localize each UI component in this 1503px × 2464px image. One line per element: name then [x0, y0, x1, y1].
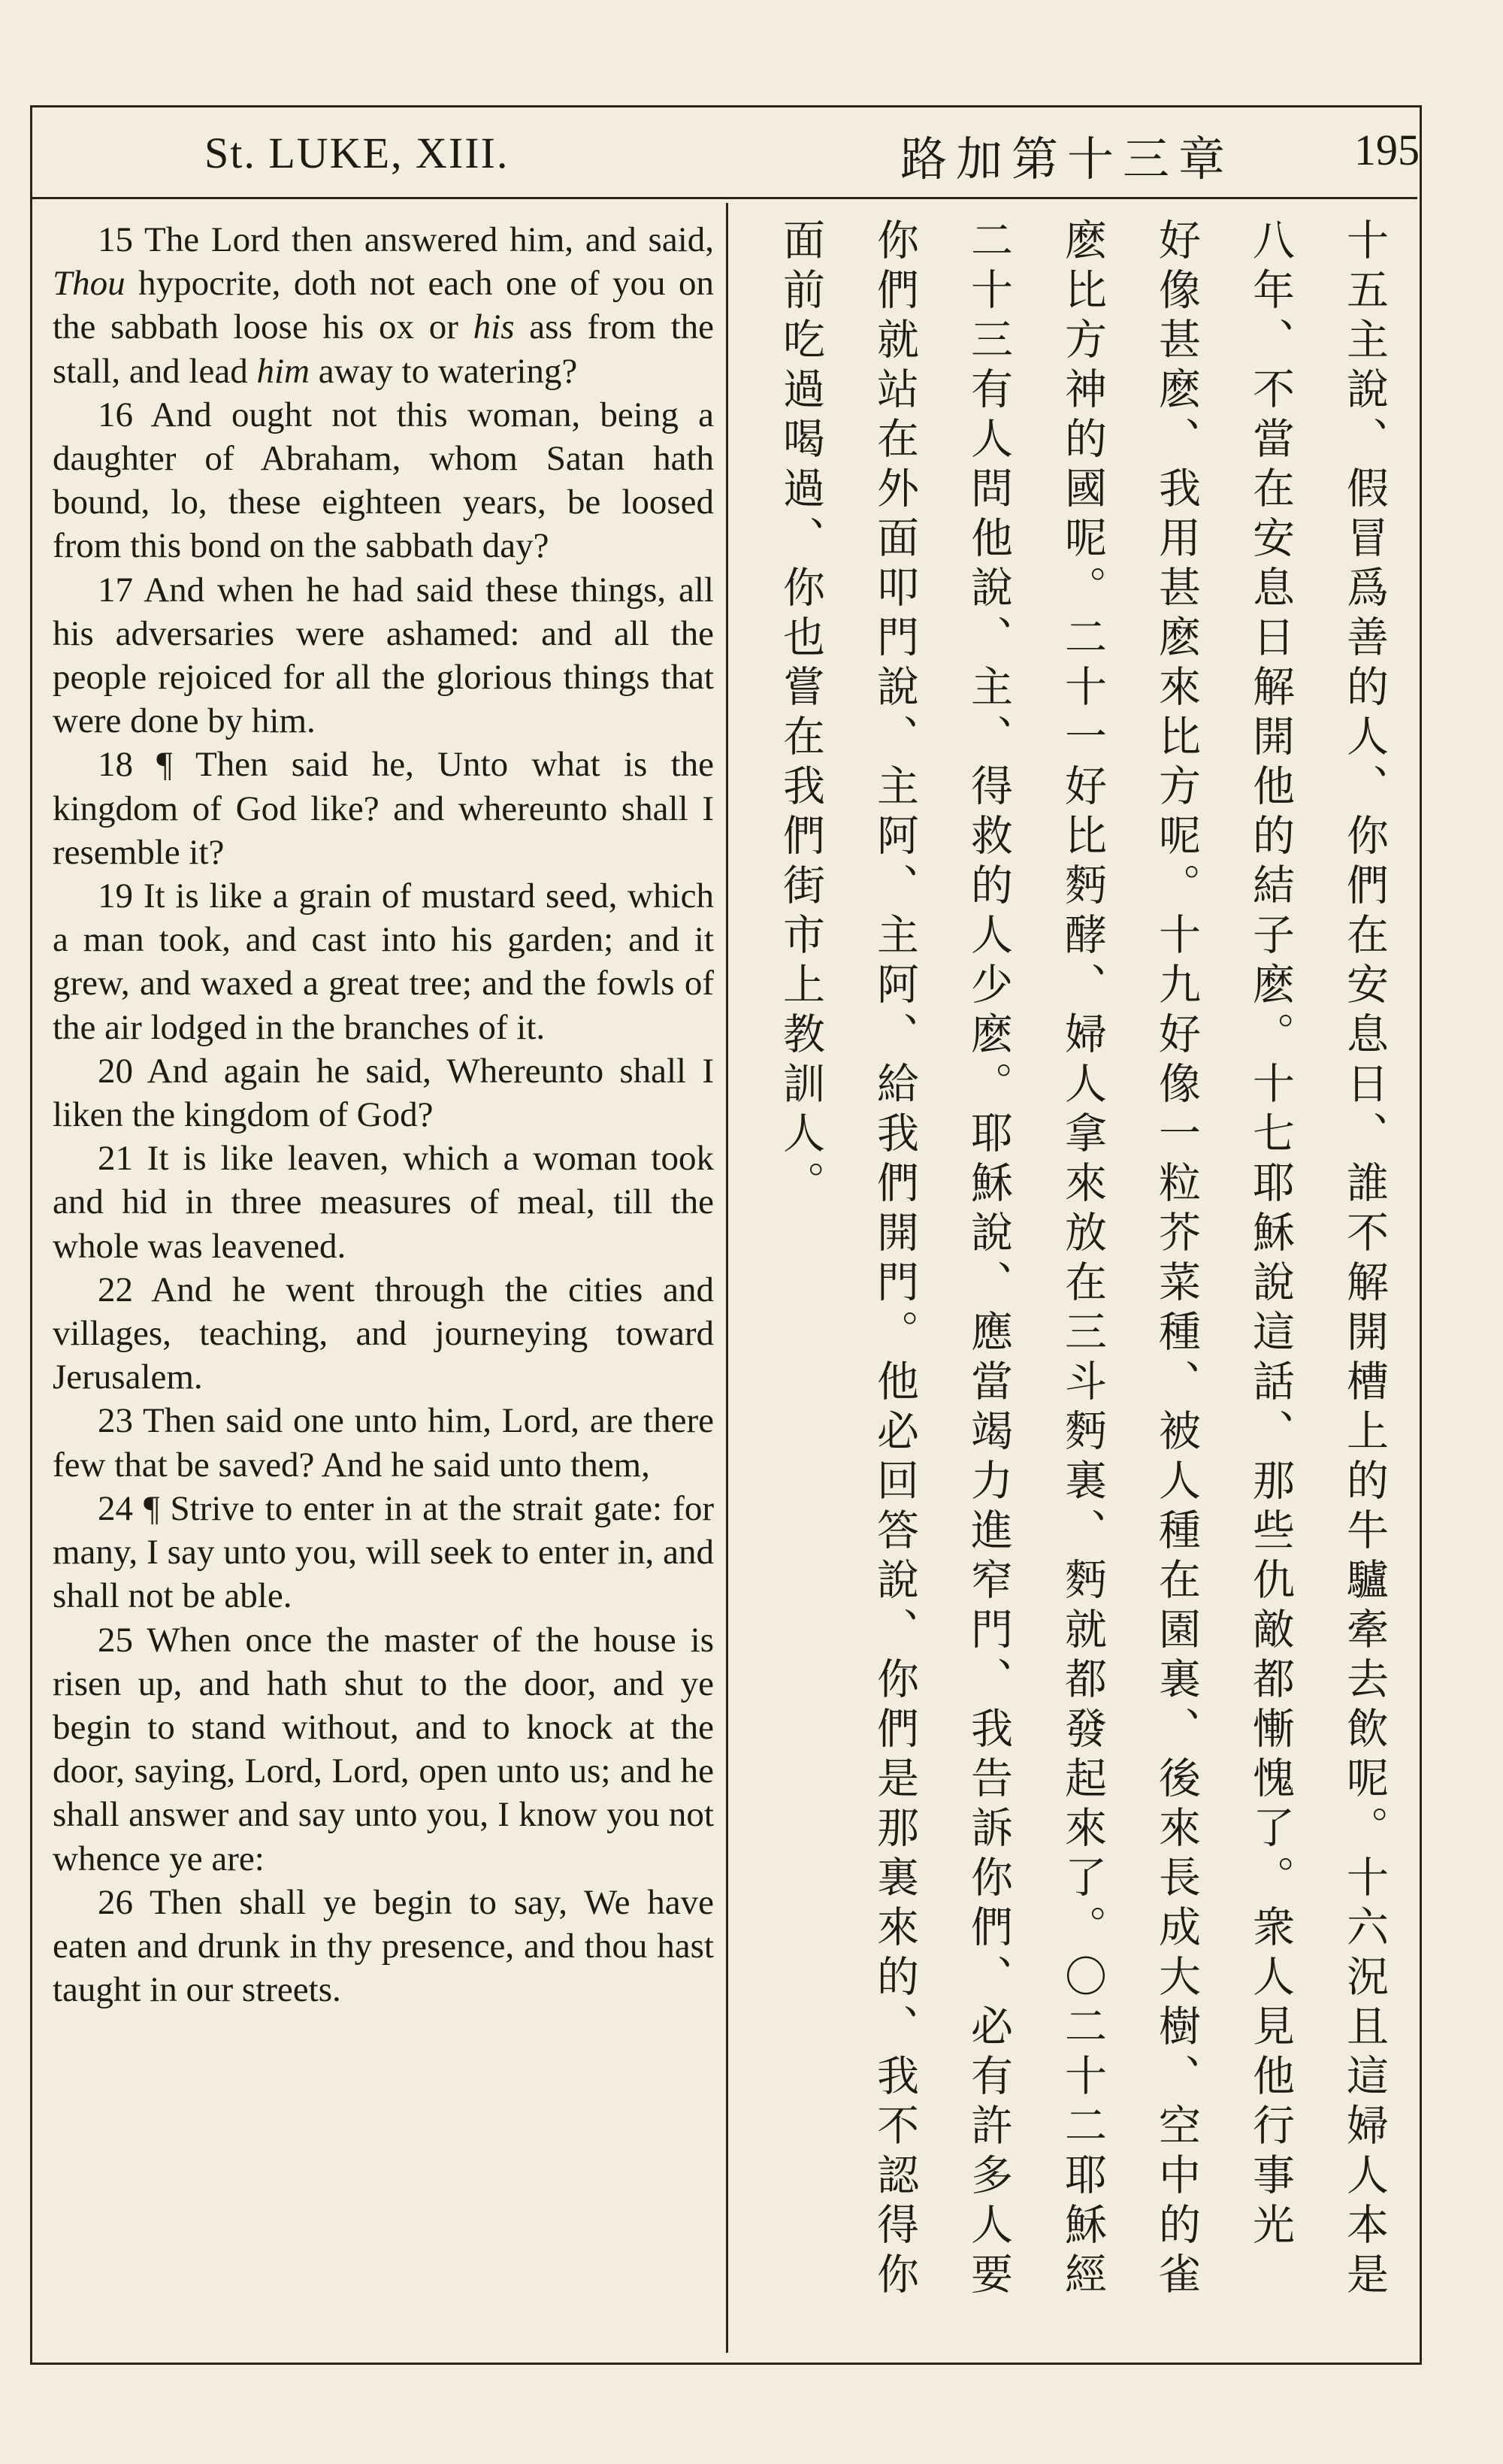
chinese-column-5: 二十三有人問他說、主、得救的人少麽。耶穌說、應當竭力進窄門、我告訴你們、必有許多人要	[964, 218, 1013, 2302]
verse-v18: 18 ¶ Then said he, Unto what is the kingdom of God like? and whereunto shall I resemble it?	[53, 745, 714, 872]
verse-v17: 17 And when he had said these things, all his adversaries were ashamed: and all the people rejoiced for all the glorious things that were done by him.	[53, 570, 714, 741]
chinese-book-title: 路加第十三章	[900, 132, 1235, 186]
verse-v25: 25 When once the master of the house is risen up, and hath shut to the door, and ye begin to stand without, and to knock at the door, saying, Lord, Lord, open unto us; and he shall answer and say unto you, I know you not whence ye are:	[53, 1620, 714, 1878]
verse-v21: 21 It is like leaven, which a woman took and hid in three measures of meal, till the whole was leavened.	[53, 1139, 714, 1266]
verse-v24: 24 ¶ Strive to enter in at the strait gate: for many, I say unto you, will seek to enter in, and shall not be able.	[53, 1488, 714, 1616]
verse-v16: 16 And ought not this woman, being a daughter of Abraham, whom Satan hath bound, lo, these eighteen years, be loosed from this bond on the sabbath day?	[53, 395, 714, 566]
verse-v23: 23 Then said one unto him, Lord, are there few that be saved? And he said unto them,	[53, 1401, 714, 1485]
chinese-column-1: 十五主說、假冒爲善的人、你們在安息日、誰不解開槽上的牛驢牽去飲呢。十六況且這婦人本是	[1340, 218, 1389, 2302]
chinese-column-7: 面前吃過喝過、你也嘗在我們街市上教訓人。	[776, 218, 825, 1210]
book-title: St. LUKE, XIII.	[204, 129, 510, 177]
page-number: 195	[1354, 126, 1420, 174]
column-divider	[726, 203, 728, 2353]
chinese-column-4: 麽比方神的國呢。二十一好比麪酵、婦人拿來放在三斗麪裏、麪就都發起來了。〇二十二耶穌經	[1058, 218, 1107, 2302]
verse-v26: 26 Then shall ye begin to say, We have eaten and drunk in thy presence, and thou hast taught in our streets.	[53, 1882, 714, 2010]
chinese-column-3: 好像甚麽、我用甚麽來比方呢。十九好像一粒芥菜種、被人種在園裏、後來長成大樹、空中的雀	[1152, 218, 1201, 2302]
verse-v22: 22 And he went through the cities and villages, teaching, and journeying toward Jerusalem.	[53, 1270, 714, 1397]
chinese-column-2: 八年、不當在安息日解開他的結子麽。十七耶穌說這話、那些仇敵都慚愧了。衆人見他行事光	[1246, 218, 1295, 2252]
running-header	[30, 105, 1420, 199]
verse-v20: 20 And again he said, Whereunto shall I liken the kingdom of God?	[53, 1051, 714, 1135]
chinese-text-column	[744, 218, 1405, 2338]
english-text-column	[53, 218, 714, 2011]
verse-v19: 19 It is like a grain of mustard seed, which a man took, and cast into his garden; and it grew, and waxed a great tree; and the fowls of the air lodged in the branches of it.	[53, 876, 714, 1047]
chinese-column-6: 你們就站在外面叩門說、主阿、主阿、給我們開門。他必回答說、你們是那裏來的、我不認得你	[870, 218, 919, 2302]
verse-v15: 15 The Lord then answered him, and said, Thou hypocrite, doth not each one of you on the sabbath loose his ox or his ass from the stall, and lead him away to watering?	[53, 220, 714, 391]
